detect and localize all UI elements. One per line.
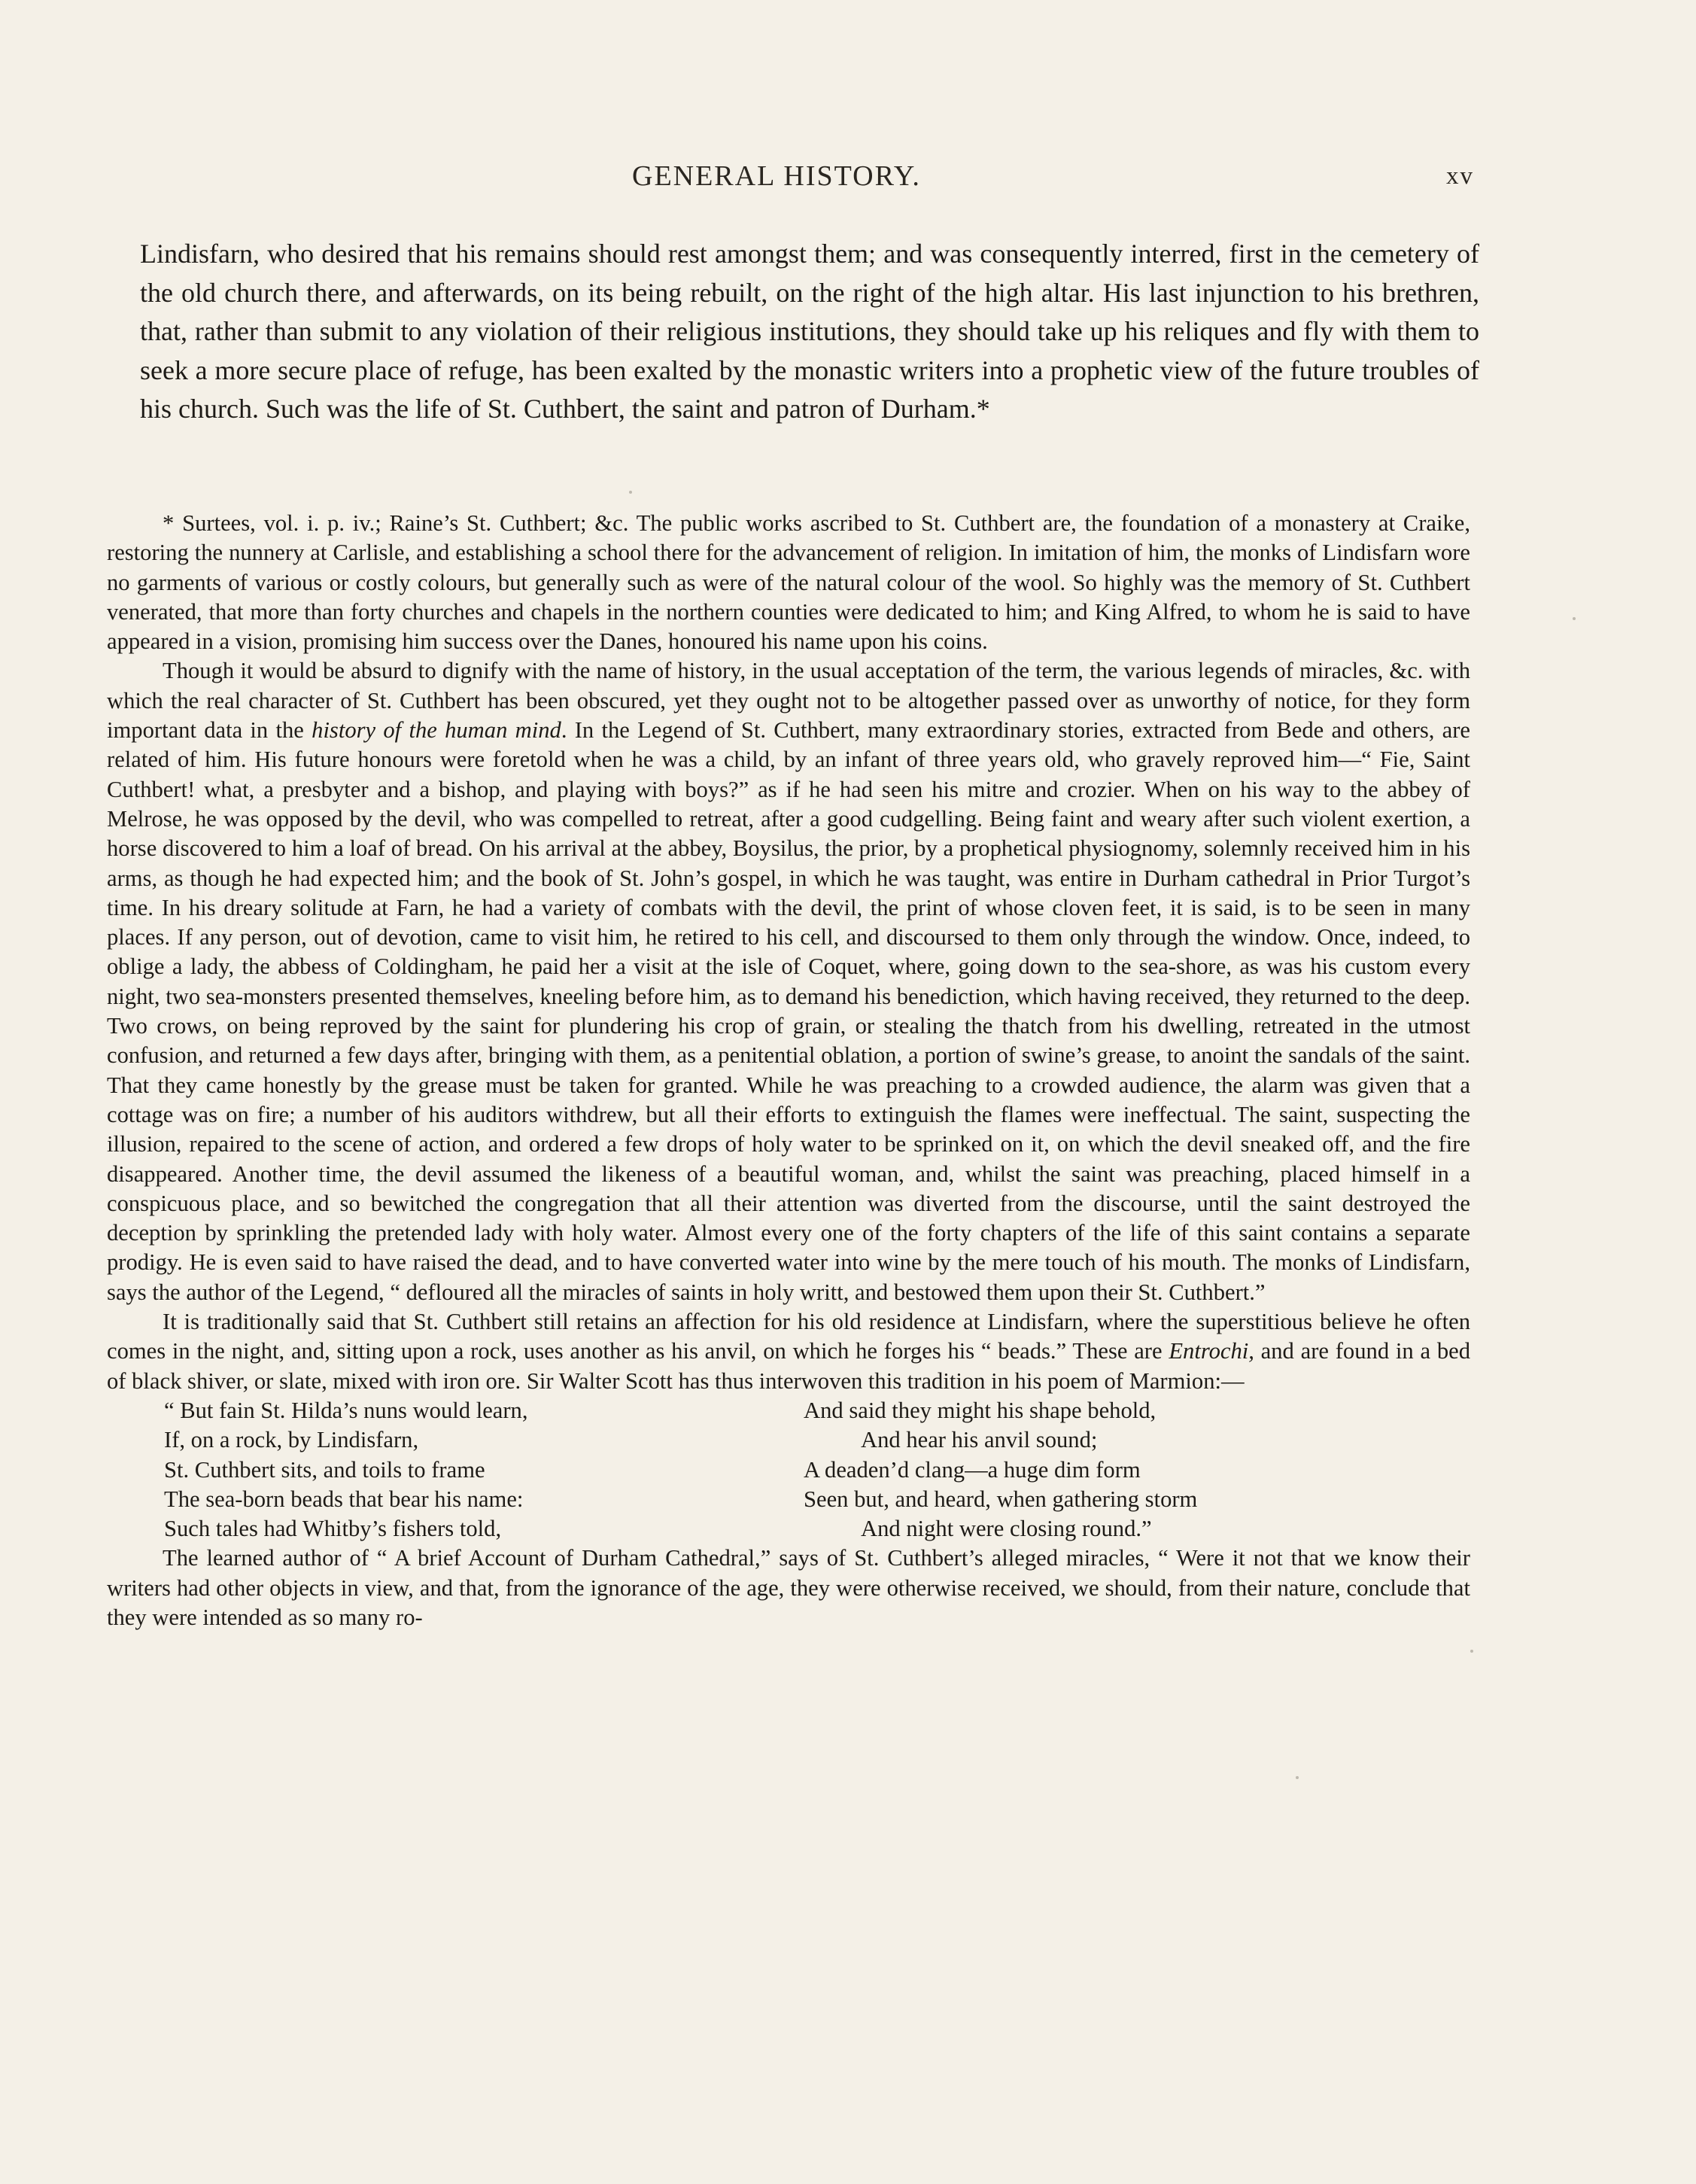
poem-line: A deaden’d clang—a huge dim form	[804, 1456, 1141, 1483]
paper-speck	[1470, 1650, 1473, 1653]
footnote-text: It is traditionally said that St. Cuthbert still retains an affection for his old residence at Lindisfarn, where the superstitious believe he often comes in the night, and, sitting upon a rock, uses another as his anvil, on which he forges his “ beads.” These are	[107, 1309, 1470, 1364]
poem-line: Seen but, and heard, when gathering storm	[804, 1486, 1198, 1512]
poem-line: And night were closing round.”	[861, 1516, 1152, 1542]
poem-line: “ But fain St. Hilda’s nuns would learn,	[164, 1397, 528, 1423]
footnote-paragraph-1: * Surtees, vol. i. p. iv.; Raine’s St. Cuthbert; &c. The public works ascribed to St. Cuthbert are, the foundation of a monastery at Craike, restoring the nunnery at Carlisle, and establishing a school there for the advancement of religion. In imitation of him, the monks of Lindisfarn wore no garments of various or costly colours, but generally such as were of the natural colour of the wool. So highly was the memory of St. Cuthbert venerated, that more than forty churches and chapels in the northern counties were dedicated to him; and King Alfred, to whom he is said to have appeared in a vision, promising him success over the Danes, honoured his name upon his coins.	[107, 510, 1470, 655]
footnote-text: . In the Legend of St. Cuthbert, many extraordinary stories, extracted from Bede and others, are related of him. His future honours were foretold when he was a child, by an infant of three years old, who gravely reproved him—“ Fie, Saint Cuthbert! what, a presbyter and a bishop, and playing with boys?” as if he had seen his mitre and crozier. When on his way to the abbey of Melrose, he was opposed by the devil, who was compelled to retreat, after a good cudgelling. Being faint and weary after such violent exertion, a horse discovered to him a loaf of bread. On his arrival at the abbey, Boysilus, the prior, by a prophetical physiognomy, solemnly received him in his arms, as though he had expected him; and the book of St. John’s gospel, in which he was taught, was entire in Durham cathedral in Prior Turgot’s time. In his dreary solitude at Farn, he had a variety of combats with the devil, the print of whose cloven feet, it is said, is to be seen in many places. If any person, out of devotion, came to visit him, he retired to his cell, and discoursed to them only through the window. Once, indeed, to oblige a lady, the abbess of Coldingham, he paid her a visit at the isle of Coquet, where, going down to the sea-shore, as was his custom every night, two sea-monsters presented themselves, kneeling before him, as to demand his benediction, which having received, they returned to the deep. Two crows, on being reproved by the saint for plundering his crop of grain, or stealing the thatch from his dwelling, retreated in the utmost confusion, and returned a few days after, bringing with them, as a penitential oblation, a portion of swine’s grease, to anoint the sandals of the saint. That they came honestly by the grease must be taken for granted. While he was preaching to a crowded audience, the alarm was given that a cottage was on fire; a number of his auditors withdrew, but all their efforts to extinguish the flames were ineffectual. The saint, suspecting the illusion, repaired to the scene of action, and ordered a few drops of holy water to be sprinked on it, on which the devil sneaked off, and the fire disappeared. Another time, the devil assumed the likeness of a beautiful woman, and, whilst the saint was preaching, placed himself in a conspicuous place, and so bewitched the congregation that all their attention was diverted from the discourse, until the saint destroyed the deception by sprinkling the pretended lady with holy water. Almost every one of the forty chapters of the life of this saint contains a separate prodigy. He is even said to have raised the dead, and to have converted water into wine by the mere touch of his mouth. The monks of Lindisfarn, says the author of the Legend, “ defloured all the miracles of saints in holy writt, and bestowed them upon their St. Cuthbert.”	[107, 717, 1470, 1305]
footnote-paragraph-4: The learned author of “ A brief Account of Durham Cathedral,” says of St. Cuthbert’s alleged miracles, “ Were it not that we know their writers had other objects in view, and that, from the ignorance of the age, they were otherwise received, we should, from their nature, conclude that they were intended as so many ro-	[107, 1545, 1470, 1630]
poem-line: If, on a rock, by Lindisfarn,	[164, 1427, 419, 1453]
footnote-paragraph-2	[107, 656, 1470, 1307]
main-paragraph: Lindisfarn, who desired that his remains should rest amongst them; and was consequently interred, first in the cemetery of the old church there, and afterwards, on its being rebuilt, on the right of the high altar. His last injunction to his brethren, that, rather than submit to any violation of their religious institutions, they should take up his reliques and fly with them to seek a more secure place of refuge, has been exalted by the monastic writers into a prophetic view of the future troubles of his church. Such was the life of St. Cuthbert, the saint and patron of Durham.*	[140, 239, 1479, 424]
running-head	[0, 160, 1696, 197]
poem-line: Such tales had Whitby’s fishers told,	[164, 1516, 502, 1542]
poem-line: And hear his anvil sound;	[861, 1427, 1098, 1453]
page-title: GENERAL HISTORY.	[632, 160, 921, 192]
page-number: xv	[1446, 163, 1474, 190]
poem-column-right	[804, 1396, 1443, 1544]
footnote	[107, 509, 1470, 1632]
poem-line: And said they might his shape behold,	[804, 1397, 1157, 1423]
poem-column-left	[164, 1396, 804, 1544]
footnote-text: and are found in a bed of black shiver, or slate, mixed with iron ore. Sir Walter Scott has thus interwoven this tradition in his poem of Marmion:—	[107, 1338, 1470, 1394]
italic-phrase: history of the human mind	[312, 717, 561, 744]
footnote-paragraph-3	[107, 1307, 1470, 1396]
poem-line: St. Cuthbert sits, and toils to frame	[164, 1456, 485, 1483]
paper-speck	[1573, 617, 1576, 620]
paper-speck	[1296, 1776, 1299, 1779]
poem-line: The sea-born beads that bear his name:	[164, 1486, 524, 1512]
italic-phrase: Entrochi,	[1169, 1338, 1254, 1364]
footnote-text: Though it would be absurd to dignify with the name of history, in the usual acceptation of the term, the various legends of miracles, &c. with which the real character of St. Cuthbert has been obscured, yet they ought not to be altogether passed over as unworthy of notice, for they form important data in the	[107, 658, 1470, 744]
paper-speck	[629, 491, 632, 494]
poem-quotation	[164, 1396, 1443, 1544]
